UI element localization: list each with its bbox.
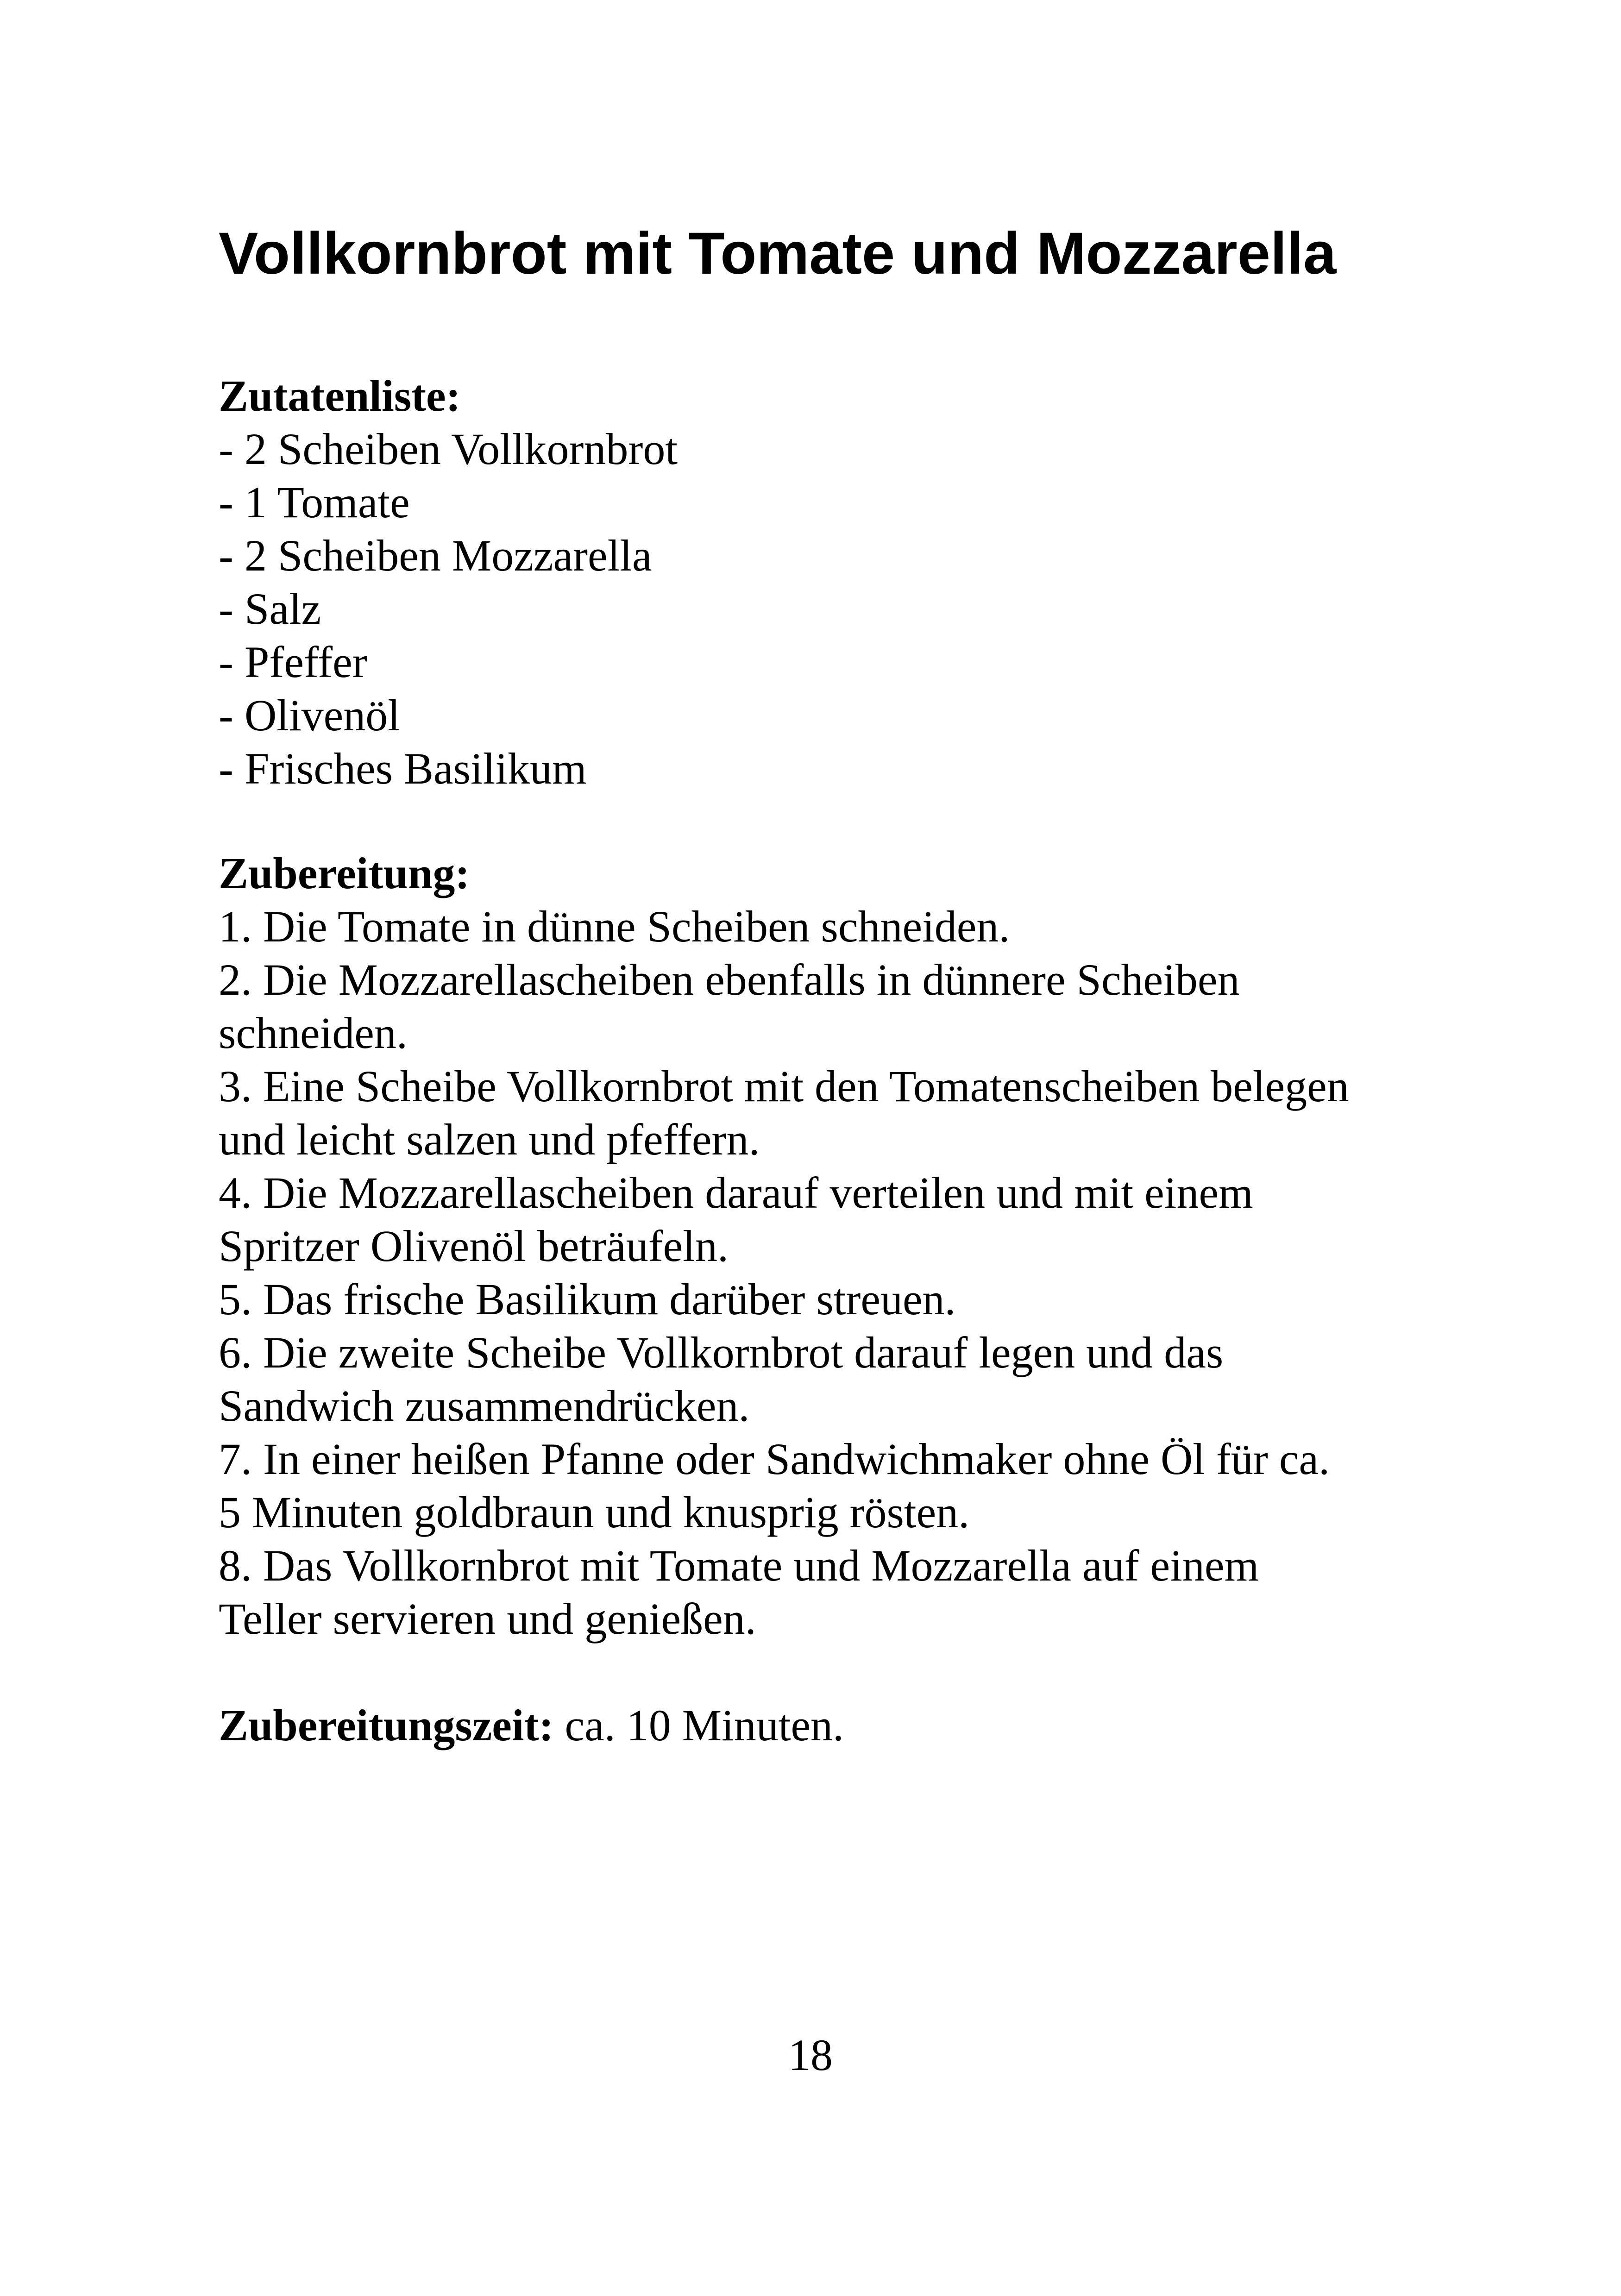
preparation-line: 6. Die zweite Scheibe Vollkornbrot darauf legen und das [219,1328,1224,1377]
preparation-heading: Zubereitung: [219,848,470,898]
ingredient-item: - Salz [219,584,321,634]
preparation-line: Spritzer Olivenöl beträufeln. [219,1221,729,1271]
preparation-line: 8. Das Vollkornbrot mit Tomate und Mozzarella auf einem [219,1541,1259,1590]
recipe-title: Vollkornbrot mit Tomate und Mozzarella [219,220,1337,287]
preparation-line: 2. Die Mozzarellascheiben ebenfalls in dünnere Scheiben [219,955,1240,1004]
ingredient-item: - 2 Scheiben Vollkornbrot [219,424,678,474]
ingredients-section [219,369,1469,795]
ingredient-item: - 1 Tomate [219,477,410,527]
prep-time-label: Zubereitungszeit: [219,1700,554,1750]
preparation-line: und leicht salzen und pfeffern. [219,1115,760,1164]
preparation-line: 5 Minuten goldbraun und knusprig rösten. [219,1487,970,1537]
preparation-line: 5. Das frische Basilikum darüber streuen. [219,1274,956,1324]
preparation-line: 7. In einer heißen Pfanne oder Sandwichmaker ohne Öl für ca. [219,1434,1330,1484]
ingredient-item: - Frisches Basilikum [219,744,587,793]
preparation-line: schneiden. [219,1008,408,1058]
preparation-line: Teller servieren und genießen. [219,1594,756,1644]
ingredient-item: - Olivenöl [219,690,400,740]
preparation-line: 3. Eine Scheibe Vollkornbrot mit den Tomatenscheiben belegen [219,1061,1349,1111]
ingredient-item: - 2 Scheiben Mozzarella [219,531,652,580]
prep-time-line [219,1699,1469,1752]
preparation-section [219,847,1469,1645]
preparation-line: Sandwich zusammendrücken. [219,1381,750,1430]
preparation-line: 4. Die Mozzarellascheiben darauf verteilen und mit einem [219,1168,1253,1217]
preparation-line: 1. Die Tomate in dünne Scheiben schneiden. [219,902,1010,951]
ingredient-item: - Pfeffer [219,637,367,687]
page-number: 18 [788,2030,833,2080]
ingredients-heading: Zutatenliste: [219,371,461,420]
prep-time-value: ca. 10 Minuten. [553,1700,844,1750]
